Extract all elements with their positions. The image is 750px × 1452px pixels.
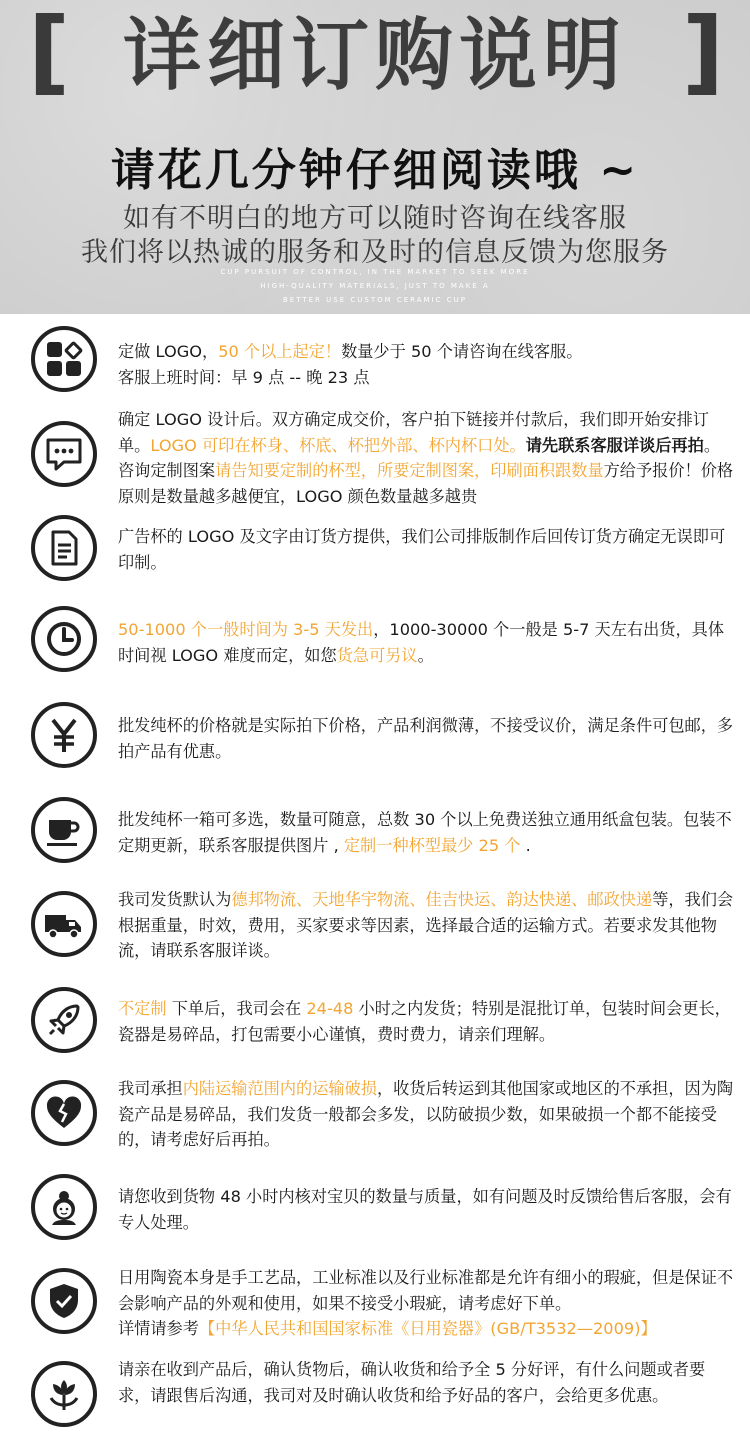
body-text: 批发纯杯一箱可多选，数量可随意，总数 30 个以上免费送独立通用纸盒包装。包装不定期更新，联系客服提供图片 , [118,810,732,855]
highlight-text: 【中华人民共和国国家标准《日用瓷器》(GB/T3532—2009)】 [198,1319,657,1338]
english-line-3: BETTER USE CUSTOM CERAMIC CUP [282,296,467,304]
body-text: 广告杯的 LOGO 及文字由订货方提供，我们公司排版制作后回传订货方确定无误即可印制。 [118,527,726,572]
body-text: 下单后，我司会在 [166,999,307,1018]
body-text: 确定 LOGO 设计后。双方确定成交价，客户拍下链接并付款后，我们即开始安排订单。 [118,410,709,455]
left-bracket: [ [28,0,71,105]
info-text [118,1184,736,1235]
clock-icon [31,606,97,672]
body-text: 请您收到货物 48 小时内核对宝贝的数量与质量，如有问题及时反馈给售后客服，会有专人处理。 [118,1187,732,1232]
truck-icon [31,891,97,957]
highlight-text: 货急可另议 [336,645,418,665]
highlight-text: 请告知要定制的杯型，所要定制图案，印刷面积跟数量 [215,461,604,480]
highlight-text: 24-48 [306,999,354,1018]
flower-icon [31,1361,97,1427]
info-text [118,996,736,1047]
body-text: 。咨询定制图案 [118,435,720,480]
body-text: 请亲在收到产品后，确认货物后，确认收货和给予全 5 分好评，有什么问题或者要求，请跟售后沟通，我司对及时确认收货和给予好品的客户，会给更多优惠。 [118,1360,706,1405]
info-text [118,1265,736,1342]
body-text: 。 [417,645,434,665]
header-banner [0,0,750,314]
page-subtitle: 请花几分钟仔细阅读哦 ~ [110,145,640,196]
intro-line-2: 我们将以热诚的服务和及时的信息反馈为您服务 [81,237,669,268]
bold-text: 请先联系客服详谈后再拍 [525,435,704,455]
info-text [118,524,736,575]
highlight-text: 50 个以上起定！ [218,342,342,361]
shield-check-icon [31,1268,97,1334]
info-text [118,887,736,964]
body-text: 方给予报价！价格原则是数量越多越便宜，LOGO 颜色数量越多越贵 [118,461,734,506]
right-bracket: ] [681,0,724,105]
broken-heart-icon [31,1080,97,1146]
document-icon [31,515,97,581]
info-text [118,807,736,858]
highlight-text: LOGO 可印在杯身、杯底、杯把外部、杯内杯口处。 [150,435,526,455]
english-line-2: HIGH-QUALITY MATERIALS, JUST TO MAKE A [260,282,490,290]
highlight-text: 内陆运输范围内的运输破损 [182,1079,377,1098]
body-text: 我司发货默认为 [118,890,232,909]
body-text: 客服上班时间：早 9 点 -- 晚 23 点 [118,367,370,387]
body-text: ，收货后转运到其他国家或地区的不承担，因为陶瓷产品是易碎品，我们发货一般都会多发，以防破损少数，如果破损一个都不能接受的，请考虑好后再拍。 [118,1079,734,1149]
body-text: . [520,835,531,855]
yen-icon [31,702,97,768]
body-text: 日用陶瓷本身是手工艺品，工业标准以及行业标准都是允许有细小的瑕疵，但是保证不会影响产品的外观和使用，如果不接受小瑕疵，请考虑好下单。 [118,1268,734,1313]
info-text [118,713,736,764]
body-text: 批发纯杯的价格就是实际拍下价格，产品利润微薄，不接受议价，满足条件可包邮，多拍产品有优惠。 [118,716,734,761]
info-text [118,407,736,509]
intro-line-1: 如有不明白的地方可以随时咨询在线客服 [123,203,627,234]
body-text: ，1000-30000 个一般是 5-7 天左右出货，具体时间视 LOGO 难度而定，如您 [118,620,725,665]
apps-grid-icon [31,326,97,392]
body-text: 我司承担 [118,1079,183,1098]
info-text [118,617,736,668]
page-title: 详细订购说明 [122,11,627,101]
body-text: 数量少于 50 个请咨询在线客服。 [341,342,583,361]
chat-bubble-icon [31,421,97,487]
body-text: 定做 LOGO， [118,342,219,361]
body-text: 小时之内发货；特别是混批订单，包装时间会更长，瓷器是易碎品，打包需要小心谨慎，费时费力，请亲们理解。 [118,999,731,1044]
info-text [118,339,736,390]
info-text [118,1357,736,1408]
highlight-text: 定制一种杯型最少 25 个 [343,835,521,855]
customer-service-icon [31,1174,97,1240]
english-line-1: CUP PURSUIT OF CONTROL, IN THE MARKET TO SEEK MORE [220,268,530,276]
highlight-text: 50-1000 个一般时间为 3-5 天发出 [118,620,374,639]
rocket-icon [31,987,97,1053]
body-text: 详情请参考 [118,1319,199,1338]
body-text: 等，我们会根据重量，时效，费用，买家要求等因素，选择最合适的运输方式。若要求发其他物流，请联系客服详谈。 [118,890,734,960]
highlight-text: 不定制 [118,999,167,1018]
coffee-cup-icon [31,797,97,863]
highlight-text: 德邦物流、天地华宇物流、佳吉快运、韵达快递、邮政快递 [231,890,653,909]
info-text [118,1076,736,1153]
